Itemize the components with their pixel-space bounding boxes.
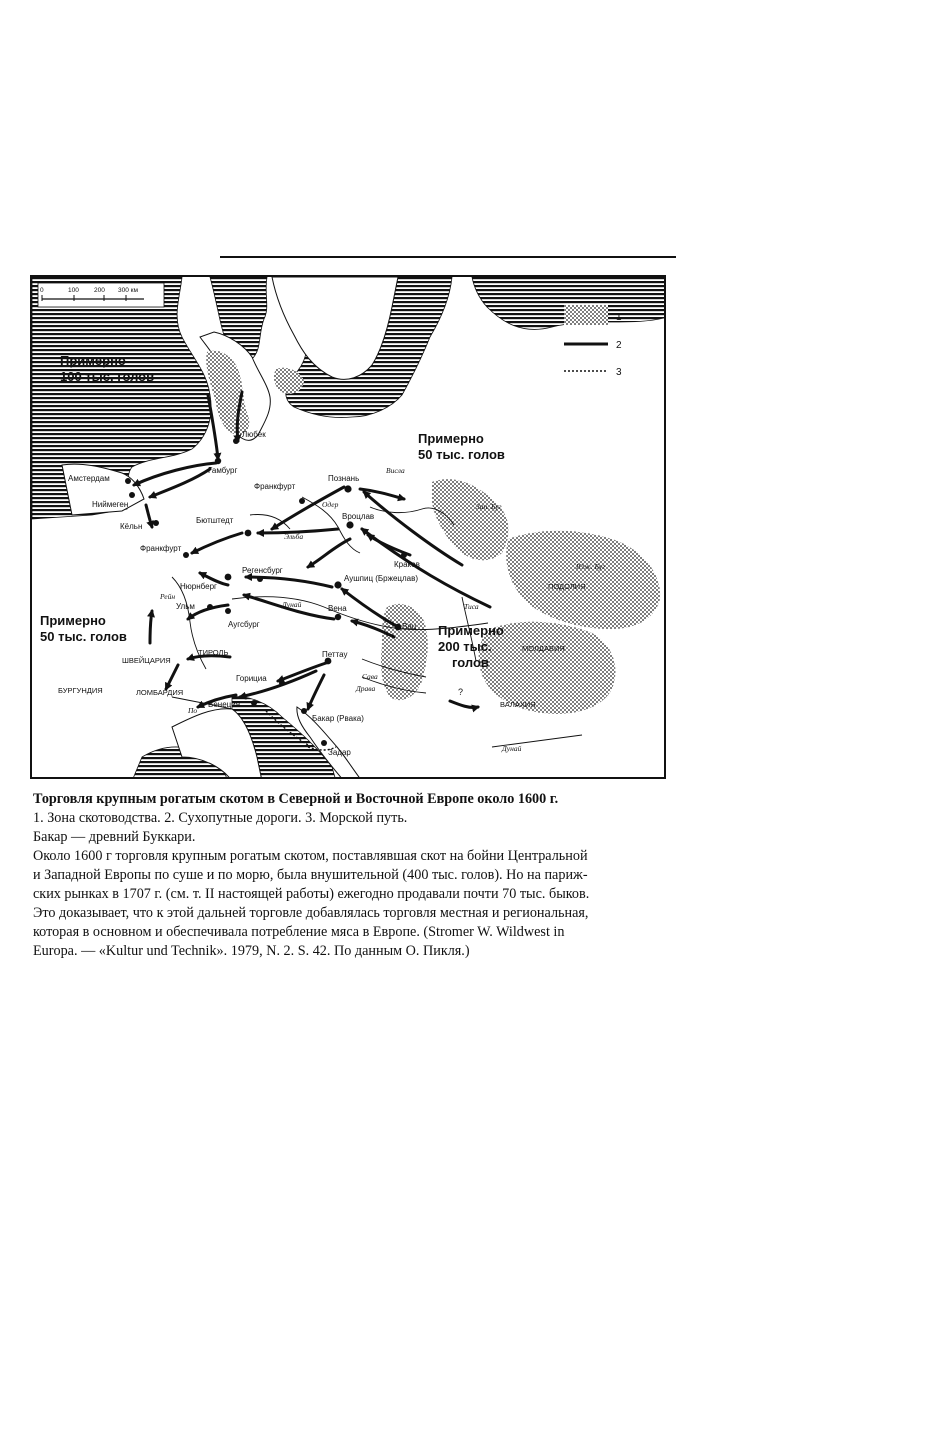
zone-podolia xyxy=(506,531,660,629)
marker-poznan xyxy=(344,485,351,492)
marker-hamburg xyxy=(215,458,221,464)
label-augsburg: Аугсбург xyxy=(228,620,260,629)
legend-num-3: 3 xyxy=(616,367,622,378)
zone-poland-east xyxy=(432,479,509,560)
caption-note: Бакар — древний Буккари. xyxy=(33,829,196,845)
zone-hungary-line3: голов xyxy=(452,655,489,670)
caption-paragraph-line-1: Около 1600 г торговля крупным рогатым скотом, поставлявшая скот на бойни Центральной xyxy=(33,848,588,864)
route-wallachia xyxy=(450,701,478,708)
marker-bakar xyxy=(301,708,307,714)
river-zap-bug: Зап. Буг xyxy=(476,502,502,511)
zone-poland-line2: 50 тыс. голов xyxy=(418,447,505,462)
label-nijmegen: Ниймеген xyxy=(92,500,129,509)
marker-frankfurt-oder xyxy=(299,498,305,504)
route-buttstedt-frankfurt xyxy=(192,533,242,553)
scale-tick-100: 100 xyxy=(68,287,79,294)
label-regensburg: Регенсбург xyxy=(242,566,283,575)
scale-tick-0: 0 xyxy=(40,287,44,294)
river-tisa: Тиса xyxy=(464,602,479,611)
marker-zadar xyxy=(321,740,327,746)
marker-goritsia xyxy=(279,680,285,686)
label-krakow: Краков xyxy=(394,560,420,569)
zone-west-line1: Примерно xyxy=(40,613,106,628)
marker-nijmegen xyxy=(129,492,135,498)
route-west-north xyxy=(150,611,152,643)
region-burgundy: БУРГУНДИЯ xyxy=(58,686,103,695)
map-svg xyxy=(32,277,666,779)
marker-vac xyxy=(395,624,402,631)
route-hamburg-koln xyxy=(150,469,210,497)
region-podolia: ПОДОЛИЯ xyxy=(548,582,586,591)
label-poznan: Познань xyxy=(328,474,360,483)
marker-venezia xyxy=(251,700,257,706)
river-oder: Одер xyxy=(322,500,339,509)
river-yuzh-bug: Юж. Буг xyxy=(576,562,606,571)
region-moldavia: МОЛДАВИЯ xyxy=(522,644,565,653)
label-pettau: Петтау xyxy=(322,650,348,659)
cattle-trade-map xyxy=(30,275,666,779)
marker-auspitz xyxy=(334,581,341,588)
region-switzerland: ШВЕЙЦАРИЯ xyxy=(122,656,171,665)
legend-num-2: 2 xyxy=(616,340,622,351)
marker-lubeck xyxy=(233,438,239,444)
marker-amsterdam xyxy=(125,478,131,484)
route-nijmegen-koln xyxy=(146,505,152,527)
label-lubeck: Любек xyxy=(242,430,266,439)
caption-paragraph-line-6: Europa. — «Kultur und Technik». 1979, N. 2. S. 42. По данным О. Пикля.) xyxy=(33,943,470,959)
label-buttstedt: Бютштедт xyxy=(196,516,234,525)
label-bakar: Бакар (Рвака) xyxy=(312,714,364,723)
river-vistula: Висла xyxy=(386,466,405,475)
label-hamburg: Гамбург xyxy=(208,466,238,475)
caption-paragraph-line-2: и Западной Европы по суше и по морю, была внушительной (400 тыс. голов). Но на париж- xyxy=(33,867,588,883)
caption-title: Торговля крупным рогатым скотом в Северной и Восточной Европе около 1600 г. xyxy=(33,791,559,807)
legend-num-1: 1 xyxy=(616,312,622,323)
scale-tick-200: 200 xyxy=(94,287,105,294)
marker-wien xyxy=(335,614,341,620)
marker-ulm xyxy=(207,604,213,610)
label-breslau: Вроцлав xyxy=(342,512,375,521)
label-frankfurt-main: Франкфурт xyxy=(140,544,182,553)
label-zadar: Задар xyxy=(328,748,351,757)
river-elbe: Эльба xyxy=(284,532,304,541)
zone-hungary-line1: Примерно xyxy=(438,623,504,638)
route-krakow-breslau xyxy=(368,535,410,555)
marker-buttstedt xyxy=(245,530,252,537)
scale-bar xyxy=(38,283,164,307)
label-koln: Кёльн xyxy=(120,522,143,531)
zone-poland-line1: Примерно xyxy=(418,431,484,446)
label-auspitz: Аушпиц (Бржецлав) xyxy=(344,574,419,583)
label-vac: Вац xyxy=(402,622,417,631)
caption-paragraph-line-3: ских рынках в 1707 г. (см. т. II настоящей работы) ежегодно продавали почти 70 тыс. быков. xyxy=(33,886,590,902)
top-rule xyxy=(220,256,676,258)
scale-tick-300: 300 км xyxy=(118,287,138,294)
caption-paragraph-line-4: Это доказывает, что к этой дальней торговле добавлялась торговля местная и региональная, xyxy=(33,905,589,921)
label-frankfurt-oder: Франкфурт xyxy=(254,482,296,491)
marker-koln xyxy=(153,520,159,526)
label-venezia: Венеция xyxy=(208,700,241,709)
map-caption xyxy=(33,790,665,961)
legend-swatch-dots xyxy=(564,305,608,325)
region-tirol: ТИРОЛЬ xyxy=(198,648,229,657)
label-amsterdam: Амстердам xyxy=(68,474,110,483)
marker-breslau xyxy=(346,521,353,528)
zone-hungary-line2: 200 тыс. xyxy=(438,639,492,654)
region-wallachia: ВАЛАХИЯ xyxy=(500,700,536,709)
river-danube: Дунай xyxy=(282,600,302,609)
zone-north-line1: Примерно xyxy=(60,353,126,368)
label-ulm: Ульм xyxy=(176,602,195,611)
caption-paragraph-line-5: которая в основном и обеспечивала потребление мяса в Европе. (Stromer W. Wildwest in xyxy=(33,924,565,940)
river-danube-lower: Дунай xyxy=(502,744,522,753)
marker-augsburg xyxy=(225,608,231,614)
river-sava: Сава xyxy=(362,672,378,681)
river-rhine: Рейн xyxy=(160,592,176,601)
unknown-mark: ? xyxy=(458,687,464,697)
river-drava: Драва xyxy=(356,684,376,693)
route-pettau-bakar xyxy=(308,675,324,709)
marker-nurnberg xyxy=(225,574,232,581)
caption-legend: 1. Зона скотоводства. 2. Сухопутные дороги. 3. Морской путь. xyxy=(33,810,408,826)
label-goritsia: Горициа xyxy=(236,674,267,683)
marker-frankfurt-main xyxy=(183,552,189,558)
label-nurnberg: Нюрнберг xyxy=(180,582,217,591)
river-po: По xyxy=(188,706,198,715)
region-lombardy: ЛОМБАРДИЯ xyxy=(136,688,184,697)
route-switz-burgundy xyxy=(166,665,178,689)
marker-krakow xyxy=(401,552,407,558)
zone-north-line2: 100 тыс. голов xyxy=(60,369,155,384)
zone-west-line2: 50 тыс. голов xyxy=(40,629,127,644)
label-wien: Вена xyxy=(328,604,347,613)
route-breslau-east xyxy=(308,539,350,567)
marker-regensburg xyxy=(257,576,263,582)
